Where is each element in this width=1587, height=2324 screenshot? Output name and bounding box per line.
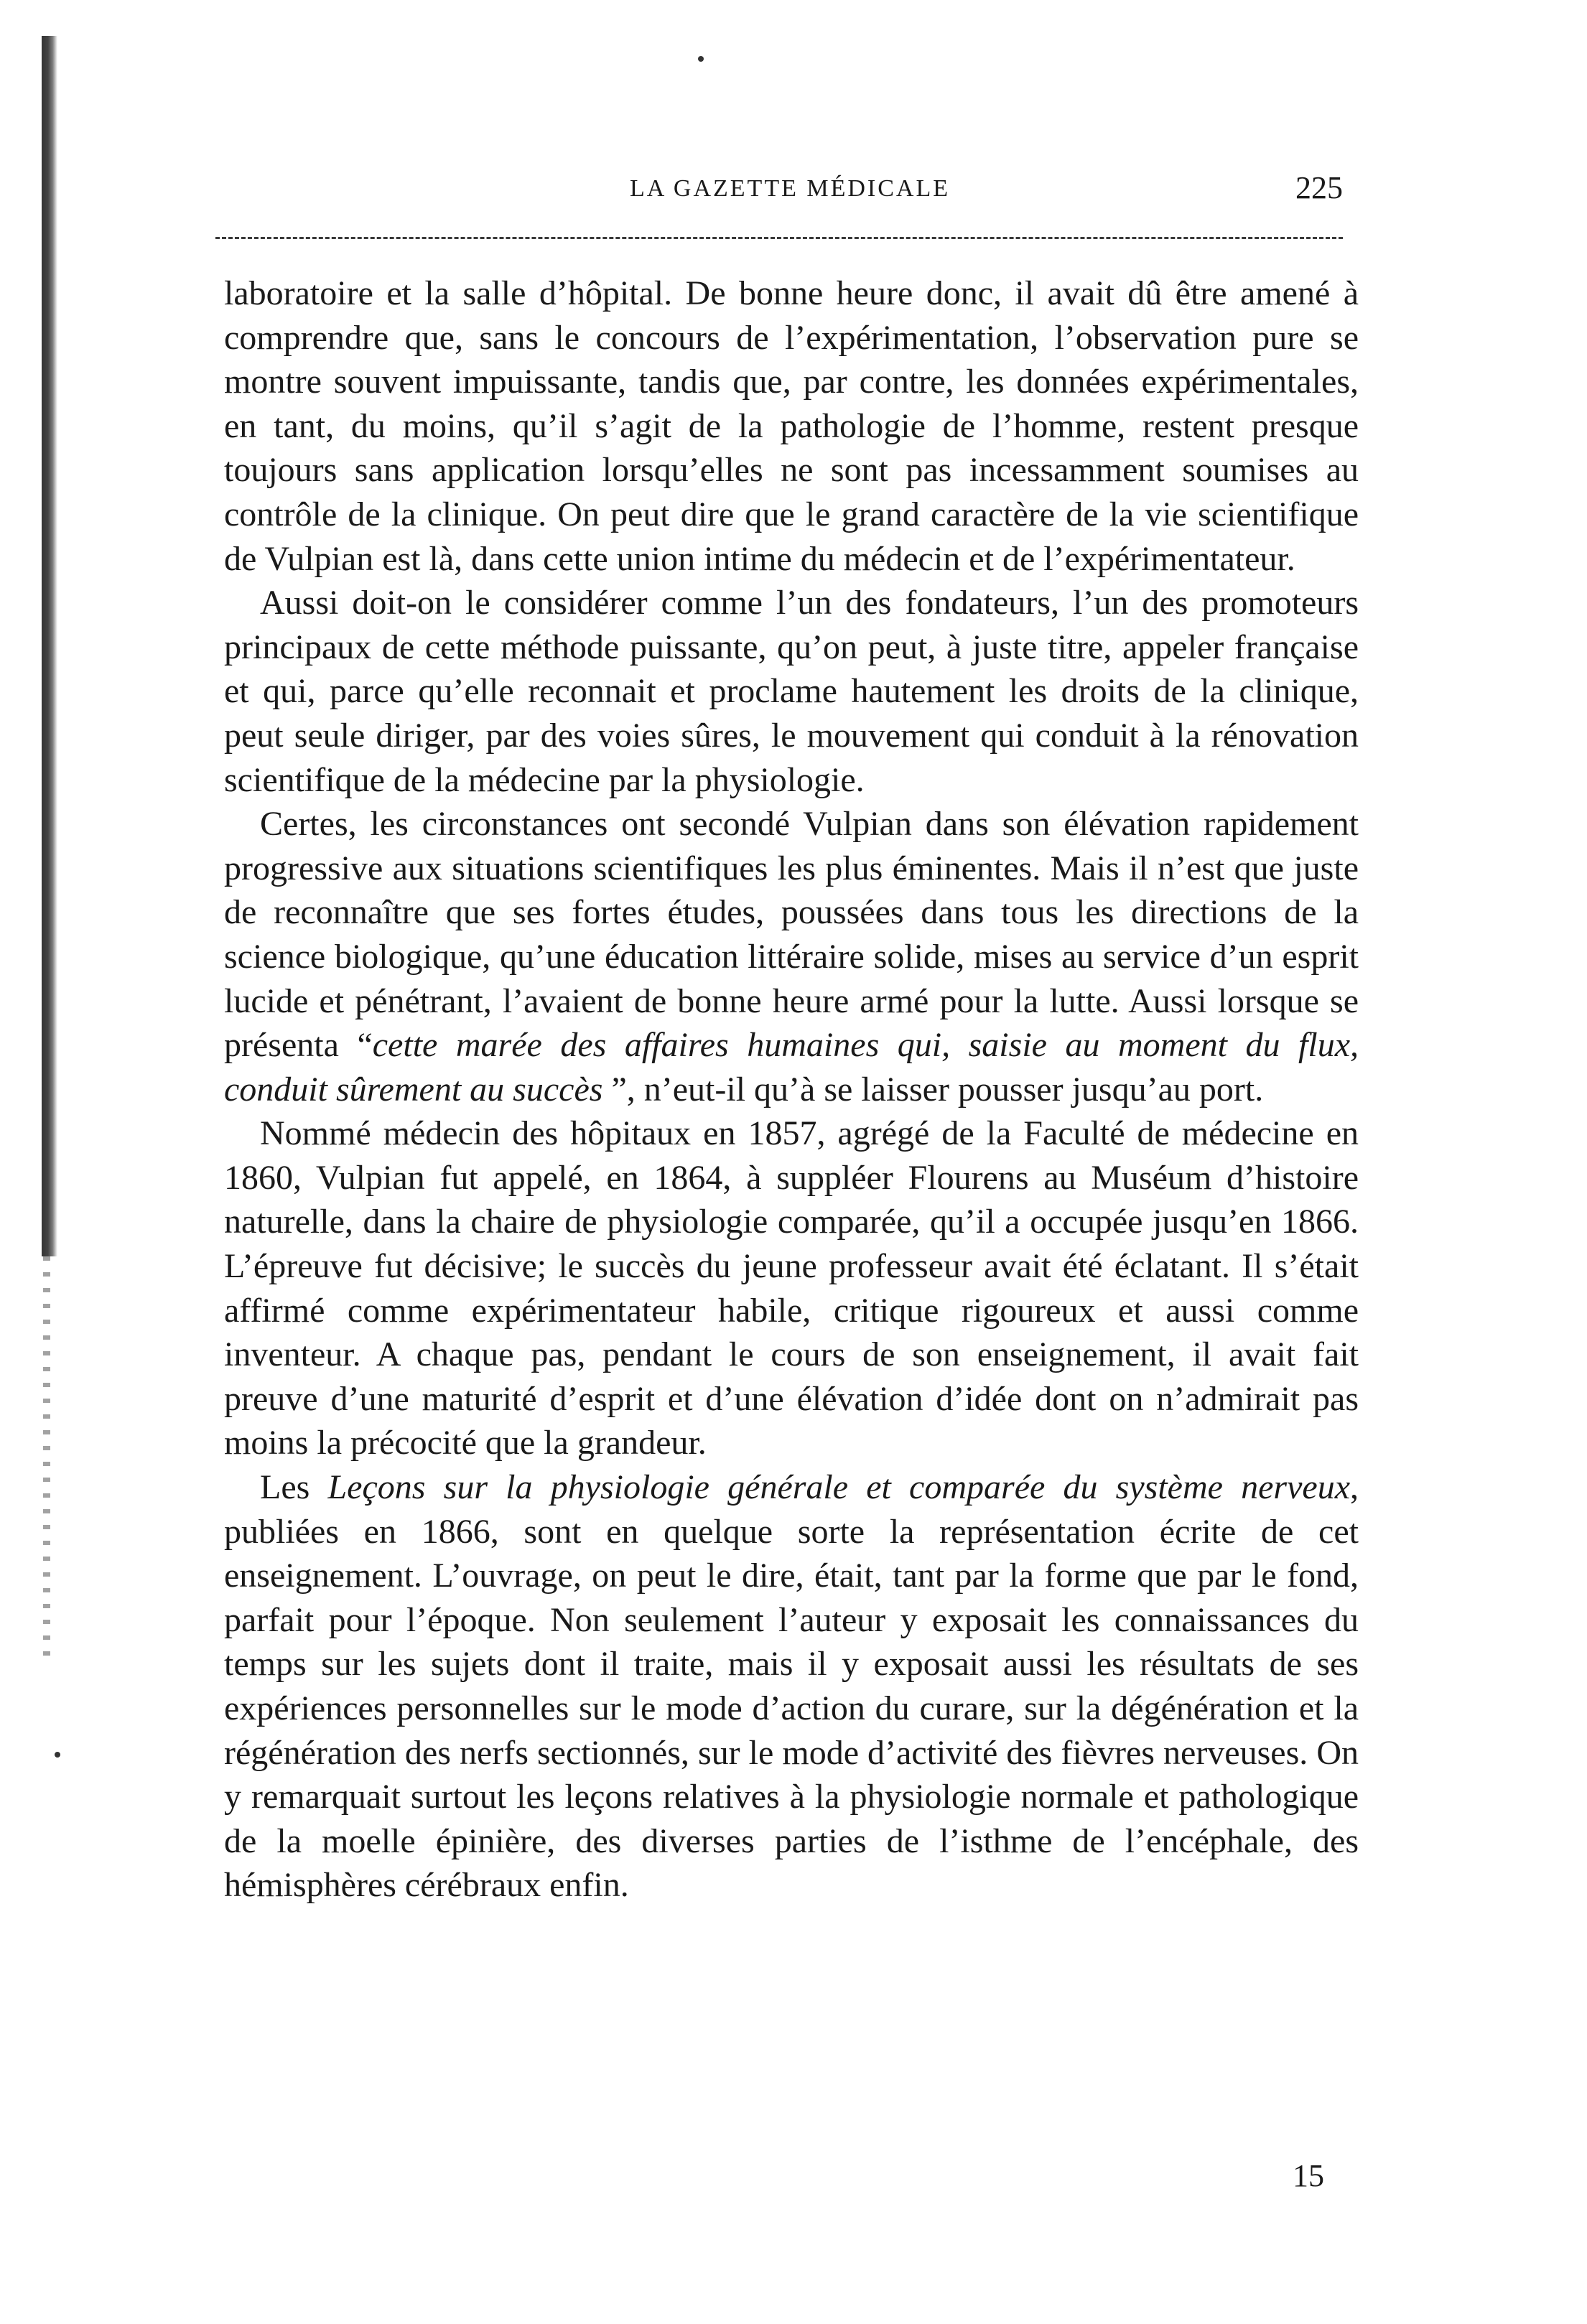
ink-speck bbox=[55, 1752, 60, 1758]
page-number: 225 bbox=[1295, 170, 1343, 205]
paragraph-2: Aussi doit-on le considérer comme l’un des fondateurs, l’un des promoteurs principaux de cette méthode puissante, qu’on peut, à juste titre, appeler française et qui, parce qu’elle reconnait et proclame hautement les droits de la clinique, peut seule diriger, par des voies sûres, le mouvement qui conduit à la rénovation scientifique de la médecine par la physiologie. bbox=[224, 584, 1359, 799]
running-header bbox=[237, 169, 1343, 213]
paragraph-5-text: , publiées en 1866, sont en quelque sorte la représentation écrite de cet enseignement. L’ouvrage, on peut le dire, était, tant par la forme que par le fond, parfait pour l’époque. Non seulement l’auteur y exposait les connaissances du temps sur les sujets dont il traite, mais il y exposait aussi les résultats de ses expériences personnelles sur le mode d’action du curare, sur la dégénération et la régénération des nerfs sectionnés, sur le mode d’activité des fièvres nerveuses. On y remarquait surtout les leçons relatives à la physiologie normale et pathologique de la moelle épinière, des diverses parties de l’isthme de l’encéphale, des hémisphères cérébraux enfin. bbox=[224, 1468, 1359, 1905]
header-rule bbox=[215, 237, 1343, 239]
signature-mark: 15 bbox=[1293, 2158, 1324, 2193]
quotation-italic: cette marée des affaires humaines qui, saisie au moment du flux, conduit sûrement au succès bbox=[224, 1026, 1359, 1109]
book-title-italic: Leçons sur la physiologie générale et comparée du système nerveux bbox=[327, 1468, 1350, 1507]
page-binding-edge bbox=[42, 36, 57, 1256]
paragraph-3 bbox=[224, 802, 1359, 1111]
paragraph-4: Nommé médecin des hôpitaux en 1857, agrégé de la Faculté de médecine en 1860, Vulpian fut appelé, en 1864, à suppléer Flourens au Muséum d’histoire naturelle, dans la chaire de physiologie comparée, qu’il a occupée jusqu’en 1866. L’épreuve fut décisive; le succès du jeune professeur avait été éclatant. Il s’était affirmé comme expérimentateur habile, critique rigoureux et aussi comme inventeur. A chaque pas, pendant le cours de son enseignement, il avait fait preuve d’une maturité d’esprit et d’une élévation d’idée dont on n’admirait pas moins la précocité que la grandeur. bbox=[224, 1114, 1359, 1462]
paragraph-5 bbox=[224, 1465, 1359, 1908]
ink-speck bbox=[698, 56, 704, 62]
body-text bbox=[224, 271, 1359, 1908]
paragraph-3-text: Certes, les circonstances ont secondé Vulpian dans son élévation rapidement progressive aux situations scientifiques les plus éminentes. Mais il n’est que juste de reconnaître que ses fortes études, poussées dans tous les directions de la science biologique, qu’une éducation littéraire solide, mises au service d’un esprit lucide et pénétrant, l’avaient de bonne heure armé pour la lutte. Aussi lorsque se présenta “ bbox=[224, 805, 1359, 1065]
paragraph-5-start: Les bbox=[260, 1468, 328, 1507]
binding-shadow-marks bbox=[43, 1256, 50, 1658]
paragraph-3-end: ”, n’eut-il qu’à se laisser pousser jusqu’au port. bbox=[602, 1070, 1264, 1109]
running-title: LA GAZETTE MÉDICALE bbox=[629, 175, 951, 202]
paragraph-1: laboratoire et la salle d’hôpital. De bonne heure donc, il avait dû être amené à comprendre que, sans le concours de l’expérimentation, l’observation pure se montre souvent impuissante, tandis que, par contre, les données expérimentales, en tant, du moins, qu’il s’agit de la pathologie de l’homme, restent presque toujours sans application lorsqu’elles ne sont pas incessamment soumises au contrôle de la clinique. On peut dire que le grand caractère de la vie scientifique de Vulpian est là, dans cette union intime du médecin et de l’expérimentateur. bbox=[224, 274, 1359, 578]
